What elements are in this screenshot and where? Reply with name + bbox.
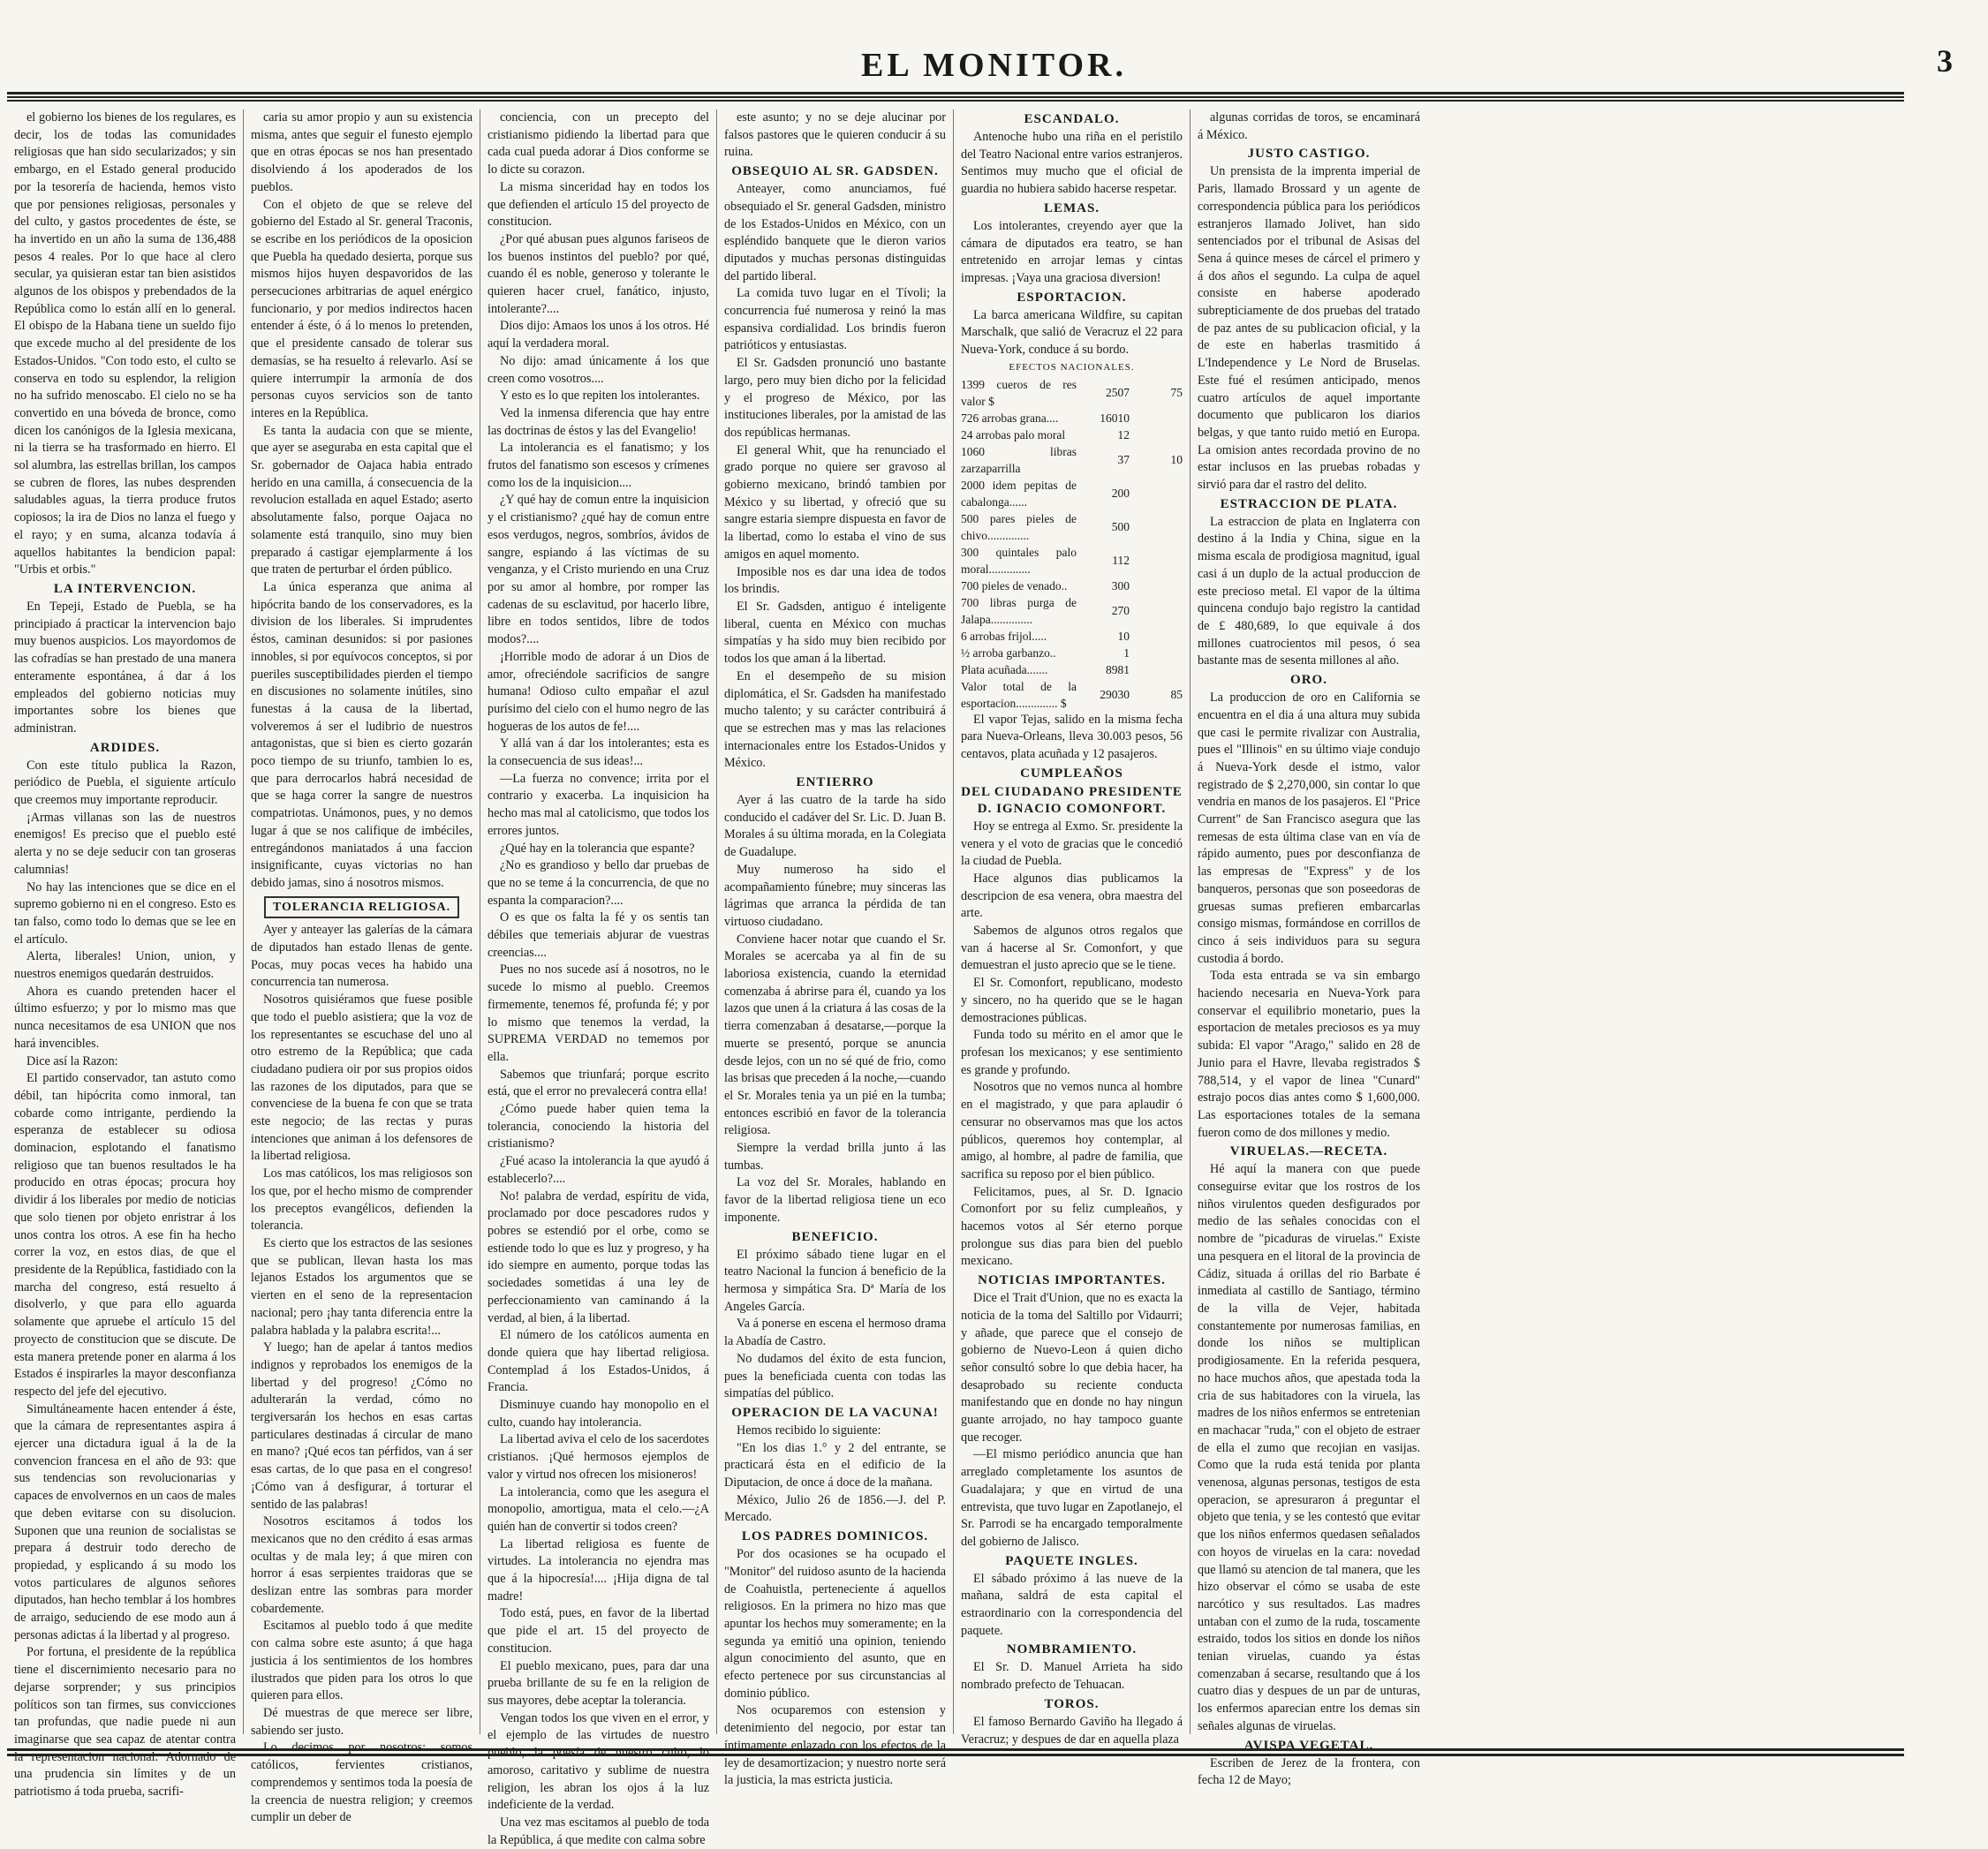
article-paragraph: Ved la inmensa diferencia que hay entre las doctrinas de éstos y las del Evangelio!	[488, 405, 709, 438]
article-paragraph: La libertad aviva el celo de los sacerdotes cristianos. ¡Qué hermosos ejemplos de valor y virtud nos ofrecen los misioneros!	[488, 1432, 709, 1482]
section-heading: DEL CIUDADANO PRESIDENTE D. IGNACIO COMONFORT.	[961, 784, 1183, 816]
article-paragraph: Todo está, pues, en favor de la libertad que pide el art. 15 del proyecto de constitucion.	[488, 1606, 709, 1656]
column-1	[7, 109, 244, 1800]
header-rule	[7, 92, 1904, 102]
page-number: 3	[1937, 43, 1953, 79]
table-amount: 16010	[1100, 411, 1130, 425]
article-paragraph: El general Whit, que ha renunciado el grado porque no quiere ser gravoso al gobierno mexicano, brindó tambien por México y su libertad, y ofreció que su sangre estaria siempre dispuesta en favor de la libertad, como lo estaba el vino de sus amigos en aquel momento.	[724, 442, 946, 562]
table-amount: 29030	[1100, 688, 1130, 702]
article-paragraph: Y luego; han de apelar á tantos medios indignos y reprobados los enemigos de la libertad y del progreso! ¿Cómo no adulterarán la verdad, cómo no tergiversarán los hechos en esas cartas particulares destinadas á circular de mano en mano? ¡Qué ecos tan pérfidos, van á ser esas cartas, de lo que pasa en el congreso! ¡Cómo van á desfigurar, á torturar el sentido de las palabras!	[251, 1340, 472, 1512]
article-paragraph: "En los dias 1.° y 2 del entrante, se practicará ésta en el edificio de la Diputacion, de once á doce de la mañana.	[724, 1440, 946, 1491]
table-item: 500 pares pieles de chivo..............	[961, 511, 1077, 542]
article-paragraph: Conviene hacer notar que cuando el Sr. Morales se acercaba ya al fin de su laboriosa existencia, cuando la eternidad comenzaba á abrirse para él, cuando ya los lazos que unen á la criatura á las cosas de la tierra comenzaban á desatarse,—porque la muerte se presentó, porque se anuncia desde lejos, con un no sé qué de frio, como las brisas que preceden á la noche,—cuando el Sr. Morales tenia ya un pié en la tumba; entonces escribió en favor de la tolerancia religiosa.	[724, 932, 946, 1138]
newspaper-columns	[7, 109, 1901, 1847]
article-paragraph: La intolerancia, como que les asegura el monopolio, amortigua, mata el celo.—¿A quién han de convertir si todos creen?	[488, 1484, 709, 1534]
column-6	[1191, 109, 1427, 1788]
table-item: 700 pieles de venado..	[961, 578, 1068, 592]
article-paragraph: ¿Qué hay en la tolerancia que espante?	[500, 841, 695, 856]
section-heading: CUMPLEAÑOS	[1020, 766, 1123, 781]
table-amount	[1130, 544, 1183, 577]
table-row	[961, 544, 1183, 577]
article-paragraph: el gobierno los bienes de los regulares, es decir, los de todas las comunidades religiosas que han sido secularizados; y sin embargo, en el Estado general producido por la tesorería de hacienda, hemos visto que por pensiones religiosas, personales y del culto, y gastos procedentes de éste, se ha invertido en un año la suma de 136,488 pesos 4 reales. Por lo que hace al clero secular, ya quisieran estar tan bien asistidos algunos de los obispos y prebendados de la República como lo están allí en lo general. El obispo de la Habana tiene un sueldo fijo que excede mucho al del presidente de los Estados-Unidos. "Con todo esto, el culto se conserva en todo su esplendor, la religion no ha sufrido menoscabo. El cielo no se ha convertido en una bóveda de bronce, como dicen los canónigos de la Iglesia mexicana, ni la tierra se ha trasformado en hierro. El sol alumbra, las estrellas brillan, los campos se cubren de flores, las nubes desprenden saludables aguas, la tierra produce frutos copiosos; la ira de Dios no lanza el fuego y el rayo; y en suma, alcanza todavía á aquellos habitantes la bendicion papal: "Urbis et orbis."	[14, 110, 236, 577]
table-amount	[1130, 510, 1183, 544]
article-paragraph: Dice el Trait d'Union, que no es exacta la noticia de la toma del Saltillo por Vidaurri; y añade, que parece que el consejo de gobierno de Nuevo-Leon á quien dicho señor consultó sobre lo que debia hacer, ha desaprobado su reciente conducta manifestando que en donde no hay ningun guante arrojado, no hay tampoco guante que recoger.	[961, 1291, 1183, 1445]
table-amount	[1130, 661, 1183, 678]
article-paragraph: Es cierto que los estractos de las sesiones que se publican, llevan hasta los mas lejanos Estados los argumentos que se vierten en el seno de la representacion nacional; pero ¡hay tanta diferencia entre la palabra hablada y la palabra escrita!...	[251, 1236, 472, 1338]
footer-rule	[7, 1748, 1904, 1756]
table-amount: 75	[1170, 386, 1183, 400]
table-caption: EFECTOS NACIONALES.	[1009, 361, 1135, 373]
article-paragraph: Ayer á las cuatro de la tarde ha sido conducido el cadáver del Sr. Lic. D. Juan B. Morales á su última morada, en la Colegiata de Guadalupe.	[724, 793, 946, 860]
table-amount	[1130, 426, 1183, 443]
article-paragraph: ¿Cómo puede haber quien tema la tolerancia, conociendo la historia del cristianismo?	[488, 1102, 709, 1151]
article-paragraph: Por dos ocasiones se ha ocupado el "Monitor" del ruidoso asunto de la hacienda de Coahuistla, perteneciente á aquellos religiosos. En la primera no hizo mas que apuntar los hechos muy someramente; en la segunda ya emitió una opinion, teniendo algun conocimiento del asunto, que en efecto pertenece por sus circunstancias al dominio público.	[724, 1547, 946, 1701]
article-paragraph: Va á ponerse en escena el hermoso drama la Abadía de Castro.	[724, 1317, 946, 1349]
article-paragraph: este asunto; y no se deje alucinar por falsos pastores que le quieren conducir á su ruina.	[724, 110, 946, 160]
article-paragraph: La produccion de oro en California se encuentra en el dia á una altura muy subida que casi le permite rivalizar con Australia, pues el "Illinois" en su último viaje condujo á Nueva-York desde el istmo, valor registrado de $ 2,270,000, sin contar lo que vendria en manos de los pasajeros. El "Price Current" de San Francisco asegura que las remesas de esta última clase van en vía de rápido aumento, pues por desconfianza de las empresas de "Express" y de los banqueros, personas que son poseedoras de gruesas sumas prefieren embarcarlas consigo mismas, formándose en corrillos de cinco á seis individuos para su segura custodia á bordo.	[1198, 691, 1420, 966]
table-item: 726 arrobas grana....	[961, 411, 1059, 425]
table-amount	[1130, 410, 1183, 426]
newspaper-title: EL MONITOR.	[861, 47, 1127, 84]
section-heading: JUSTO CASTIGO.	[1247, 147, 1371, 162]
table-item: 2000 idem pepitas de cabalonga......	[961, 478, 1077, 509]
article-paragraph: Pues no nos sucede así á nosotros, no le sucede lo mismo al pueblo. Creemos firmemente, tenemos fé, profunda fé; y por lo mismo que tenemos la verdad, la SUPREMA VERDAD no tememos por ella.	[488, 962, 709, 1064]
article-paragraph: No hay las intenciones que se dice en el supremo gobierno ni en el congreso. Esto es tan falso, como todo lo demas que se lee en el artículo.	[14, 879, 236, 947]
article-paragraph: Por fortuna, el presidente de la república tiene el discernimiento necesario para no dejarse sorprender; y sus principios políticos son tan firmes, sus convicciones tan profundas, que nadie puede ni aun imaginarse que sea capaz de atentar contra la representacion nacional. Adornado de una prudencia sin límites y de un patriotismo á toda prueba, sacrifi-	[14, 1645, 236, 1800]
article-paragraph: México, Julio 26 de 1856.—J. del P. Mercado.	[724, 1492, 946, 1525]
article-paragraph: Hoy se entrega al Exmo. Sr. presidente la venera y el voto de gracias que le concedió la ciudad de Puebla.	[961, 819, 1183, 869]
article-paragraph: algunas corridas de toros, se encaminará á México.	[1198, 110, 1420, 142]
article-paragraph: No dudamos del éxito de esta funcion, pues la beneficiada cuenta con todas las simpatías del público.	[724, 1351, 946, 1401]
article-paragraph: ¿Fué acaso la intolerancia la que ayudó á establecerlo?....	[488, 1154, 709, 1186]
article-paragraph: En el desempeño de su mision diplomática, el Sr. Gadsden ha manifestado mucho talento; y su carácter contribuirá á que se estrechen mas y mas las relaciones internacionales entre los Estados-Unidos y México.	[724, 668, 946, 771]
column-5	[954, 109, 1191, 1747]
article-paragraph: Dé muestras de que merece ser libre, sabiendo ser justo.	[251, 1705, 472, 1738]
table-amount: 37	[1117, 453, 1130, 467]
article-paragraph: Toda esta entrada se va sin embargo haciendo necesaria en Nueva-York para conservar el equilibrio monetario, pues la esportacion de metales preciosos es ya muy subida: El vapor "Arago," salido en 28 de Junio para el Havre, llevaba registrados $ 788,514, y el vapor de linea "Cunard" estrajo pocos dias antes como $ 1,600,000. Las esportaciones totales de la semana fueron como de dos millones y medio.	[1198, 969, 1420, 1140]
table-row	[961, 678, 1183, 712]
article-paragraph: Y esto es lo que repiten los intolerantes.	[500, 389, 700, 404]
article-paragraph: El pueblo mexicano, pues, para dar una prueba brillante de su fe en la religion de sus mayores, debe aceptar la tolerancia.	[488, 1658, 709, 1708]
table-item: 1060 libras zarzaparrilla	[961, 444, 1077, 475]
table-row	[961, 594, 1183, 628]
table-row	[961, 443, 1183, 477]
table-amount: 500	[1111, 520, 1130, 534]
article-paragraph: Los intolerantes, creyendo ayer que la cámara de diputados era teatro, se han entretenido en arrojar lemas y cintas impresas. ¡Vaya una graciosa diversion!	[961, 218, 1183, 285]
table-row	[961, 577, 1183, 594]
column-2	[244, 109, 480, 1825]
article-paragraph: El próximo sábado tiene lugar en el teatro Nacional la funcion á beneficio de la hermosa y simpática Sra. Dª María de los Angeles García.	[724, 1247, 946, 1314]
table-amount: 85	[1170, 688, 1183, 702]
article-paragraph: La libertad religiosa es fuente de virtudes. La intolerancia no ejendra mas que á la hipocresía!.... ¡Hija digna de tal madre!	[488, 1536, 709, 1604]
article-paragraph: Felicitamos, pues, al Sr. D. Ignacio Comonfort por su feliz cumpleaños, y hacemos votos al Sér eterno porque prolongue sus dias para bien del pueblo mexicano.	[961, 1184, 1183, 1269]
table-row	[961, 410, 1183, 426]
article-paragraph: Sabemos que triunfará; porque escrito está, que el error no prevalecerá contra ella!	[488, 1067, 709, 1099]
article-paragraph: Vengan todos los que viven en el error, y el ejemplo de las virtudes de nuestro pueblo, la poesía de nuestro culto, lo amoroso, caritativo y sublime de nuestra religion, les abran los ojos á la luz indeficiente de la verdad.	[488, 1710, 709, 1813]
article-paragraph: —La fuerza no convence; irrita por el contrario y exacerba. La inquisicion ha hecho mas mal al catolicismo, que todos los errores juntos.	[488, 771, 709, 838]
article-paragraph: Nos ocuparemos con estension y detenimiento del negocio, por estar tan íntimamente enlazado con los efectos de la ley de desamortizacion; y nuestro norte será la justicia, la mas estricta justicia.	[724, 1703, 946, 1788]
column-4	[717, 109, 954, 1788]
article-paragraph: Sabemos de algunos otros regalos que van á hacerse al Sr. Comonfort, y que demuestran el justo aprecio que se le tiene.	[961, 924, 1183, 973]
article-paragraph: El partido conservador, tan astuto como débil, tan hipócrita como inmoral, tan cobarde como intrigante, perdiendo la esperanza de establecer su odiosa dominacion, esplotando el fanatismo religioso que tan buenos resultados le ha producido en otras épocas; procura hoy dividir á los liberales por medio de noticias que solo tienen por objeto enristrar á los unos contra los otros. A ese fin ha hecho correr la voz, en estos dias, de que el presidente de la República, fastidiado con la marcha del congreso, está resuelto á disolverlo, y que para ello aguarda solamente que apruebe el artículo 15 del proyecto de constitucion que se discute. De esta manera pretende poner en alarma á los Estados é inspirarles la mayor desconfianza respecto del jefe del ejecutivo.	[14, 1071, 236, 1399]
table-amount	[1130, 577, 1183, 594]
article-paragraph: El vapor Tejas, salido en la misma fecha para Nueva-Orleans, lleva 30.003 pesos, 56 centavos, plata acuñada y 12 pasajeros.	[961, 712, 1183, 762]
article-paragraph: La misma sinceridad hay en todos los que defienden el artículo 15 del proyecto de constitucion.	[488, 179, 709, 230]
article-paragraph: Una vez mas escitamos al pueblo de toda la República, á que medite con calma sobre	[488, 1815, 709, 1847]
article-paragraph: Y allá van á dar los intolerantes; esta es la consecuencia de sus ideas!...	[488, 736, 709, 769]
article-paragraph: Ahora es cuando pretenden hacer el último esfuerzo; y por lo mismo mas que nunca necesitamos de esa UNION que nos hará invencibles.	[14, 984, 236, 1051]
table-item: 6 arrobas frijol.....	[961, 629, 1047, 643]
article-paragraph: El Sr. Gadsden, antiguo é inteligente liberal, cuenta en México con muchas simpatías y ha sido muy bien recibido por todos los que aman á la libertad.	[724, 599, 946, 667]
section-heading: OPERACION DE LA VACUNA!	[731, 1405, 939, 1420]
article-paragraph: Nosotros que no vemos nunca al hombre en el magistrado, y que para aplaudir ó censurar no observamos mas que los actos públicos, queremos hoy contemplar, al amigo, al hombre, al padre de familia, que sacrifica su reposo por el bien público.	[961, 1080, 1183, 1181]
article-paragraph: Funda todo su mérito en el amor que le profesan los mexicanos; y ese sentimiento es grande y profundo.	[961, 1028, 1183, 1077]
table-amount	[1130, 628, 1183, 645]
table-item: 700 libras purga de Jalapa..............	[961, 595, 1077, 626]
table-amount: 112	[1112, 554, 1130, 568]
article-paragraph: En Tepeji, Estado de Puebla, se ha principiado á practicar la intervencion bajo muy buenos auspicios. Los mayordomos de las cofradías se han prestado de una manera enteramente espontánea, á dar á los empleados del gobierno noticias muy importantes sobre los bienes que administran.	[14, 599, 236, 736]
article-paragraph: Hemos recibido lo siguiente:	[737, 1423, 881, 1438]
article-paragraph: Con este título publica la Razon, periódico de Puebla, el siguiente artículo que creemos muy importante reproducir.	[14, 758, 236, 808]
article-paragraph: ¡Horrible modo de adorar á un Dios de amor, ofreciéndole sacrificios de sangre humana! Odioso culto empañar el azul purísimo del cielo con el humo negro de las hogueras de los autos de fe!....	[488, 649, 709, 734]
table-row	[961, 628, 1183, 645]
table-amount: 270	[1111, 604, 1130, 618]
table-item: ½ arroba garbanzo..	[961, 645, 1056, 660]
article-paragraph: conciencia, con un precepto del cristianismo pidiendo la libertad para que cada cual pueda adorar á Dios conforme se lo dicte su corazon.	[488, 110, 709, 177]
section-heading: OBSEQUIO AL SR. GADSDEN.	[731, 164, 939, 179]
article-paragraph: Disminuye cuando hay monopolio en el culto, cuando hay intolerancia.	[488, 1398, 709, 1430]
article-paragraph: La comida tuvo lugar en el Tívoli; la concurrencia fué numerosa y reinó la mas espansiva cordialidad. Los brindis fueron patrióticos y entusiastas.	[724, 286, 946, 353]
table-row	[961, 661, 1183, 678]
table-item: 300 quintales palo moral..............	[961, 545, 1077, 576]
article-paragraph: El Sr. Comonfort, republicano, modesto y sincero, no ha querido que se le hagan demostraciones públicas.	[961, 976, 1183, 1025]
table-amount: 200	[1111, 487, 1130, 501]
section-heading: LEMAS.	[1043, 200, 1100, 215]
section-heading: NOTICIAS IMPORTANTES.	[978, 1273, 1166, 1288]
article-paragraph: Nosotros quisiéramos que fuese posible que todo el pueblo asistiera; que la voz de los representantes se escuchase del uno al otro estremo de la República; que cada ciudadano pudiera oir por sus propios oidos las razones de los diputados, para que se convenciese de la buena fe con que se trata este negocio; de las rectas y puras intenciones que animan á los defensores de la libertad religiosa.	[251, 992, 472, 1164]
article-paragraph: Muy numeroso ha sido el acompañamiento fúnebre; muy sinceras las lágrimas que arranca la pérdida de tan virtuoso ciudadano.	[724, 862, 946, 929]
article-paragraph: La estraccion de plata en Inglaterra con destino á la India y China, sigue en la misma escala de prodigiosa magnitud, igual casi á un duplo de la actual produccion de este precioso metal. El vapor de la última quincena condujo bajo registro la cantidad de £ 480,689, lo que equivale á dos millones cuatrocientos mil pesos, ó sea bastante mas de sesenta millones al año.	[1198, 514, 1420, 668]
table-amount	[1130, 477, 1183, 510]
article-paragraph: caria su amor propio y aun su existencia misma, antes que seguir el funesto ejemplo que en otras épocas se nos han presentado disolviendo á los apoderados de los pueblos.	[251, 110, 472, 194]
table-amount: 12	[1117, 427, 1130, 441]
section-heading: VIRUELAS.—RECETA.	[1229, 1144, 1388, 1159]
table-amount: 8981	[1106, 662, 1130, 676]
export-table	[961, 359, 1183, 712]
article-paragraph: Un prensista de la imprenta imperial de Paris, llamado Brossard y un agente de correspondencia pública para los periódicos estranjeros llamado Jolivet, han sido sentenciados por el tribunal de Asisas del Sena á quince meses de cárcel el primero y á dos años el segundo. La culpa de aquel consiste en haberse apoderado subrepticiamente de dos pruebas del tratado de paz antes de su publicacion oficial, y la de este en haberlas trasmitido á L'Independence y Le Nord de Bruselas. Este fué el resúmen anticipado, menos cuatro artículos de aquel importante documento que publicaron los diarios belgas, y que tanto ruido metió en Europa. La omision antes recordada provino de no estar inclusos en las pruebas robadas y sirvió para dar el rastro del delito.	[1198, 164, 1420, 493]
article-paragraph: La única esperanza que anima al hipócrita bando de los conservadores, es la division de los liberales. Si imprudentes éstos, caminan desunidos: si por pasiones innobles, si por equívocos conceptos, si por pueriles susceptibilidades pierden el tiempo en discusiones no solamente inútiles, sino funestas á la causa de la libertad, volveremos á ser el ludibrio de nuestros antagonistas, que si bien es cierto gozarán poco tiempo de su triunfo, tambien lo es, que para derrocarlos habrá necesidad de que se haga correr la sangre de nuestros compatriotas. Unámonos, pues, y no demos lugar á que se nos califique de imbéciles, entregándonos maniatados á una faccion insignificante, cuyas victorias no han debido jamas, sino á nosotros mismos.	[251, 579, 472, 890]
article-paragraph: Alerta, liberales! Union, union, y nuestros enemigos quedarán destruidos.	[14, 949, 236, 982]
section-heading: ORO.	[1290, 673, 1327, 688]
article-paragraph: Dice así la Razon:	[26, 1053, 118, 1068]
article-paragraph: Escriben de Jerez de la frontera, con fecha 12 de Mayo;	[1198, 1755, 1420, 1788]
article-paragraph: El Sr. D. Manuel Arrieta ha sido nombrado prefecto de Tehuacan.	[961, 1660, 1183, 1693]
boxed-section-heading: TOLERANCIA RELIGIOSA.	[264, 896, 459, 919]
article-paragraph: El sábado próximo á las nueve de la mañana, saldrá de esta capital el estraordinario con la correspondencia del paquete.	[961, 1571, 1183, 1638]
table-row	[961, 376, 1183, 410]
article-paragraph: La intolerancia es el fanatismo; y los frutos del fanatismo son escesos y crímenes como los de la inquisicion....	[488, 441, 709, 490]
section-heading: ARDIDES.	[89, 740, 161, 755]
column-3	[480, 109, 717, 1847]
table-amount: 300	[1111, 578, 1130, 592]
table-amount: 1	[1123, 645, 1130, 660]
article-paragraph: Es tanta la audacia con que se miente, que ayer se aseguraba en esta capital que el Sr. gobernador de Oajaca habia entrado herido en una camilla, á consecuencia de la revolucion estallada en aquel Estado; aserto absolutamente falso, porque Oajaca no solamente está tranquilo, sino muy bien preparado á castigar ejemplarmente á los que traten de perturbar el órden público.	[251, 423, 472, 577]
table-row	[961, 477, 1183, 510]
article-paragraph: Hace algunos dias publicamos la descripcion de esa venera, obra maestra del arte.	[961, 871, 1183, 921]
section-heading: ESCANDALO.	[1024, 112, 1120, 126]
article-paragraph: ¿Y qué hay de comun entre la inquisicion y el cristianismo? ¿qué hay de comun entre esos verdugos, negros, sombríos, ávidos de sangre, espiando á las víctimas de su venganza, y el Cristo muriendo en una Cruz por su amor al hombre, por romper las cadenas de su esclavitud, por hacerlo libre, libre en todos sentidos, libre de todos modos?....	[488, 493, 709, 647]
table-amount: 10	[1170, 453, 1183, 467]
article-paragraph: Siempre la verdad brilla junto á las tumbas.	[724, 1141, 946, 1173]
table-row	[961, 426, 1183, 443]
article-paragraph: ¿Por qué abusan pues algunos fariseos de los buenos instintos del pueblo? por qué, cuando él es noble, generoso y tolerante le quieren hacer cruel, fanático, injusto, intolerante?....	[488, 231, 709, 316]
article-paragraph: Nosotros escitamos á todos los mexicanos que no den crédito á esas armas ocultas y de mala ley; á que miren con horror á esas serpientes traidoras que se deslizan entre las sombras para morder cobardemente.	[251, 1514, 472, 1616]
table-item: 24 arrobas palo moral	[961, 427, 1066, 441]
table-amount: 10	[1117, 629, 1130, 643]
section-heading: ESTRACCION DE PLATA.	[1220, 496, 1398, 511]
table-item: 1399 cueros de res valor $	[961, 377, 1077, 408]
section-heading: ENTIERRO	[796, 775, 874, 790]
table-amount	[1130, 594, 1183, 628]
article-paragraph: La voz del Sr. Morales, hablando en favor de la libertad religiosa tiene un eco imponente.	[724, 1175, 946, 1225]
article-paragraph: Imposible nos es dar una idea de todos los brindis.	[724, 564, 946, 597]
article-paragraph: —El mismo periódico anuncia que han arreglado completamente los asuntos de Guadalajara; y que en virtud de una entrevista, que tuvo lugar en Zapotlanejo, el Sr. Parrodi se ha encargado temporalmente del gobierno de Jalisco.	[961, 1447, 1183, 1549]
table-amount	[1130, 645, 1183, 661]
table-item: Valor total de la esportacion.............. $	[961, 679, 1077, 710]
article-paragraph: Antenoche hubo una riña en el peristilo del Teatro Nacional entre varios estranjeros. Sentimos muy mucho que el oficial de guardia no hubiera sabido hacerse respetar.	[961, 130, 1183, 197]
article-paragraph: ¡Armas villanas son las de nuestros enemigos! Es preciso que el pueblo esté alerta y no se deje seducir con tan groseras calumnias!	[14, 810, 236, 877]
article-paragraph: Los mas católicos, los mas religiosos son los que, por el hecho mismo de comprender los preceptos evangélicos, defienden la tolerancia.	[251, 1166, 472, 1234]
article-paragraph: El famoso Bernardo Gaviño ha llegado á Veracruz; y despues de dar en aquella plaza	[961, 1714, 1183, 1747]
table-row	[961, 510, 1183, 544]
section-heading: LOS PADRES DOMINICOS.	[741, 1529, 929, 1544]
article-paragraph: Simultáneamente hacen entender á éste, que la cámara de representantes aspira á ejercer una dictadura igual á la de la convencion francesa en el año de 93: que sus tendencias son revolucionarias y capaces de envolvernos en un caos de males que deben evitarse con su disolucion. Suponen que una reunion de socialistas se prepara á destruir todo derecho de propiedad, y esplicando á su modo los votos particulares de algunos señores diputados, han hecho temblar á los hombres de arraigo, seduciendo de ese modo aun á personas adictas á la libertad y al progreso.	[14, 1401, 236, 1642]
article-paragraph: El número de los católicos aumenta en donde quiera que hay libertad religiosa. Contemplad á los Estados-Unidos, á Francia.	[488, 1328, 709, 1395]
article-paragraph: La barca americana Wildfire, su capitan Marschalk, que salió de Veracruz el 22 para Nueva-York, conduce á su bordo.	[961, 307, 1183, 358]
section-heading: ESPORTACION.	[1017, 290, 1127, 305]
section-heading: NOMBRAMIENTO.	[1006, 1642, 1138, 1657]
table-amount: 2507	[1106, 386, 1130, 400]
article-paragraph: No dijo: amad únicamente á los que creen como vosotros....	[488, 353, 709, 386]
article-paragraph: No! palabra de verdad, espíritu de vida, proclamado por doce pescadores rudos y pobres se estendió por el orbe, como se estiende todo lo que es luz y progreso, y ha ido siempre en aumento, porque todas las sociedades sometidas á una ley de perfeccionamiento van caminando á la verdad, al bien, á la libertad.	[488, 1189, 709, 1325]
article-paragraph: El Sr. Gadsden pronunció uno bastante largo, pero muy bien dicho por la felicidad y el progreso de México, por las instituciones liberales, por la amistad de las dos repúblicas hermanas.	[724, 356, 946, 440]
article-paragraph: Anteayer, como anunciamos, fué obsequiado el Sr. general Gadsden, ministro de los Estados-Unidos en México, con un espléndido banquete que le dieron varios diputados y muchas personas distinguidas del partido liberal.	[724, 182, 946, 283]
section-heading: LA INTERVENCION.	[53, 581, 197, 596]
table-item: Plata acuñada.......	[961, 662, 1048, 676]
masthead	[0, 0, 1988, 97]
table-row	[961, 645, 1183, 661]
article-paragraph: Lo decimos por nosotros: somos católicos, fervientes cristianos, comprendemos y sentimos toda la poesía de la creencia de nuestra religion; y creemos cumplir un deber de	[251, 1740, 472, 1825]
article-paragraph: ¿No es grandioso y bello dar pruebas de que no se teme á la concurrencia, de que no espanta la comparacion?....	[488, 858, 709, 908]
article-paragraph: Con el objeto de que se releve del gobierno del Estado al Sr. general Traconis, se escribe en los periódicos de la oposicion que Puebla ha quedado desierta, porque sus mismos hijos huyen despavoridos de las persecuciones arbitrarias de aquel enérgico funcionario, y por medios indirectos hacen entender á éste, ó á lo menos lo pretenden, que el presidente cansado de tolerar sus demasías, se ha resuelto á relevarlo. Así se quiere interrumpir la armonía de dos personas cuyos servicios son de tanto interes en la República.	[251, 197, 472, 420]
article-paragraph: Dios dijo: Amaos los unos á los otros. Hé aquí la verdadera moral.	[488, 319, 709, 351]
article-paragraph: O es que os falta la fé y os sentis tan débiles que temeriais abjurar de vuestras creencias....	[488, 910, 709, 960]
section-heading: AVISPA VEGETAL.	[1243, 1738, 1374, 1753]
section-heading: TOROS.	[1044, 1696, 1100, 1711]
article-paragraph: Hé aquí la manera con que puede conseguirse evitar que los rostros de los niños virulentos queden desfigurados por medio de las señales conocidas con el nombre de "picaduras de viruelas." Existe una pesquera en el litoral de la provincia de Cádiz, situada á orillas del rio Barbate é inmediata al castillo de Santiago, término de la villa de Vejer, habitada constantemente por numerosas familias, en donde los niños se multiplican prodigiosamente. En la referida pesquera, no hace muchos años, que apestada toda la cria de sus habitadores con la viruela, las madres de los niños enfermos se entretenian en machacar "ruda," con el objeto de estraer de ella el zumo que recojian en vasijas. Como que la ruda está tenida por planta venenosa, algunas personas, testigos de esta operacion, se apresuraron á preguntar el objeto que tenia, y se les contestó que evitar que los niños enfermos quedasen señalados con hoyos de viruelas en la cara: novedad que llamó su atencion de tal manera, que les hizo observar el cómo se usaba de este narcótico y sus resultados. Las madres untaban con el zumo de la ruda, toscamente estraido, todos los sitios en donde los niños tenian viruelas, cuando ya éstas comenzaban á secarse, resultando que á los cuatro dias y despues de un par de unturas, los enfermos aparecian entre los demas sin señales algunas de viruelas.	[1198, 1162, 1420, 1733]
article-paragraph: Escitamos al pueblo todo á que medite con calma sobre este asunto; á que haga justicia á los sentimientos de los hombres ilustrados que piden para los otros lo que quieren para ellos.	[251, 1619, 472, 1703]
article-paragraph: Ayer y anteayer las galerías de la cámara de diputados han estado llenas de gente. Pocas, muy pocas veces ha habido una concurrencia tan numerosa.	[251, 923, 472, 990]
section-heading: PAQUETE INGLES.	[1005, 1553, 1138, 1568]
section-heading: BENEFICIO.	[791, 1229, 879, 1244]
